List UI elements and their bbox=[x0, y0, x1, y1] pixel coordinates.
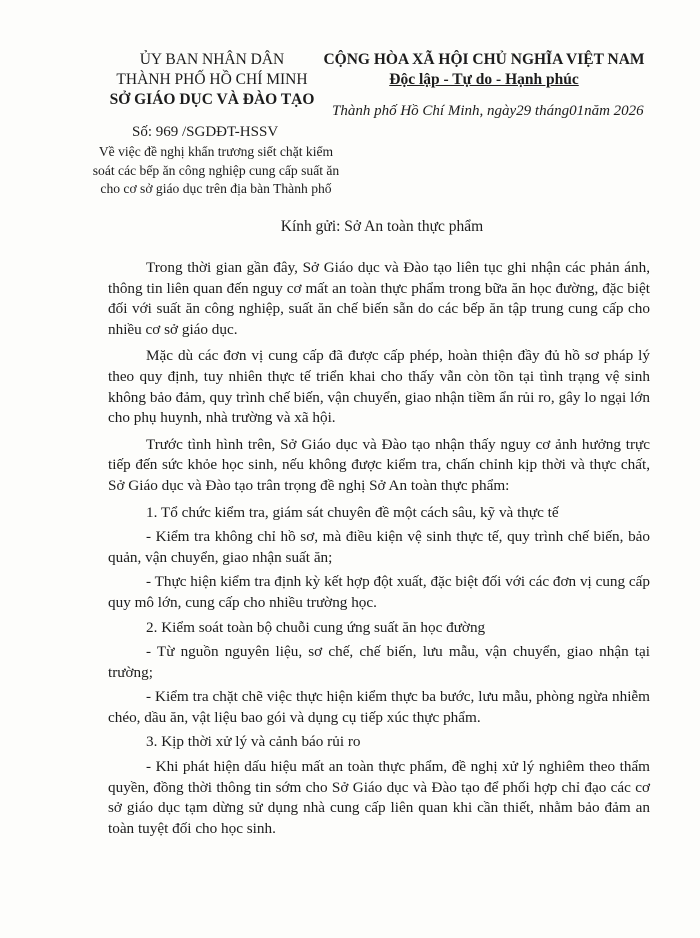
national-title: CỘNG HÒA XÃ HỘI CHỦ NGHĨA VIỆT NAM bbox=[323, 51, 645, 68]
national-motto: Độc lập - Tự do - Hạnh phúc bbox=[389, 71, 579, 88]
bullet-item: - Từ nguồn nguyên liệu, sơ chế, chế biến, lưu mẫu, vận chuyển, giao nhận tại trường; bbox=[108, 643, 650, 681]
body-paragraph: Trong thời gian gần đây, Sở Giáo dục và Đào tạo liên tục ghi nhận các phản ánh, thông tin liên quan đến nguy cơ mất an toàn thực phẩm trong bữa ăn học đường, đặc biệt đối với suất ăn công nghiệp, suất ăn chế biến sẵn do các bếp ăn tập trung cung cấp cho nhiều cơ sở giáo dục. bbox=[108, 259, 650, 338]
date-line: Thành phố Hồ Chí Minh, ngày29 tháng01năm 2026 bbox=[332, 103, 644, 119]
issuing-agency-header bbox=[96, 50, 328, 110]
document-subject: Về việc đề nghị khẩn trương siết chặt kiểm soát các bếp ăn công nghiệp cung cấp suất ăn cho cơ sở giáo dục trên địa bàn Thành phố bbox=[92, 144, 340, 196]
section-heading: 2. Kiểm soát toàn bộ chuỗi cung ứng suất ăn học đường bbox=[146, 618, 486, 636]
letter-body bbox=[108, 258, 650, 843]
bullet-item: - Khi phát hiện dấu hiệu mất an toàn thực phẩm, đề nghị xử lý nghiêm theo thẩm quyền, đồng thời thông tin sớm cho Sở Giáo dục và Đào tạo để phối hợp chỉ đạo các cơ sở giáo dục tạm dừng sử dụng nhà cung cấp liên quan khi cần thiết, nhằm bảo đảm an toàn tuyệt đối cho học sinh. bbox=[108, 758, 650, 837]
bullet-item: - Kiểm tra không chỉ hồ sơ, mà điều kiện vệ sinh thực tế, quy trình chế biến, bảo quản, vận chuyển, giao nhận suất ăn; bbox=[108, 528, 650, 566]
agency-line-3: SỞ GIÁO DỤC VÀ ĐÀO TẠO bbox=[109, 91, 315, 108]
section-heading: 3. Kịp thời xử lý và cảnh báo rủi ro bbox=[146, 733, 361, 751]
recipient-line: Kính gửi: Sở An toàn thực phẩm bbox=[280, 218, 484, 235]
agency-line-2: THÀNH PHỐ HỒ CHÍ MINH bbox=[116, 71, 308, 88]
section-heading: 1. Tổ chức kiểm tra, giám sát chuyên đề một cách sâu, kỹ và thực tế bbox=[146, 503, 559, 521]
bullet-item: - Thực hiện kiểm tra định kỳ kết hợp đột xuất, đặc biệt đối với các đơn vị cung cấp quy mô lớn, cung cấp cho nhiều trường học. bbox=[108, 573, 650, 611]
body-paragraph: Mặc dù các đơn vị cung cấp đã được cấp phép, hoàn thiện đầy đủ hồ sơ pháp lý theo quy định, tuy nhiên thực tế triển khai cho thấy vẫn còn tồn tại tình trạng vệ sinh không bảo đảm, quy trình chế biến, vận chuyển, giao nhận tiềm ẩn rủi ro, gây lo ngại lớn cho phụ huynh, nhà trường và xã hội. bbox=[108, 347, 650, 427]
agency-line-1: ỦY BAN NHÂN DÂN bbox=[139, 51, 285, 68]
body-paragraph: Trước tình hình trên, Sở Giáo dục và Đào tạo nhận thấy nguy cơ ảnh hưởng trực tiếp đến sức khỏe học sinh, nếu không được kiểm tra, chấn chỉnh kịp thời và thực chất, Sở Giáo dục và Đào tạo trân trọng đề nghị Sở An toàn thực phẩm: bbox=[108, 435, 650, 494]
bullet-item: - Kiểm tra chặt chẽ việc thực hiện kiểm thực ba bước, lưu mẫu, phòng ngừa nhiễm chéo, dầu ăn, vật liệu bao gói và dụng cụ tiếp xúc thực phẩm. bbox=[108, 688, 650, 726]
national-header bbox=[312, 50, 656, 90]
document-number: Số: 969 /SGDĐT-HSSV bbox=[132, 124, 279, 140]
